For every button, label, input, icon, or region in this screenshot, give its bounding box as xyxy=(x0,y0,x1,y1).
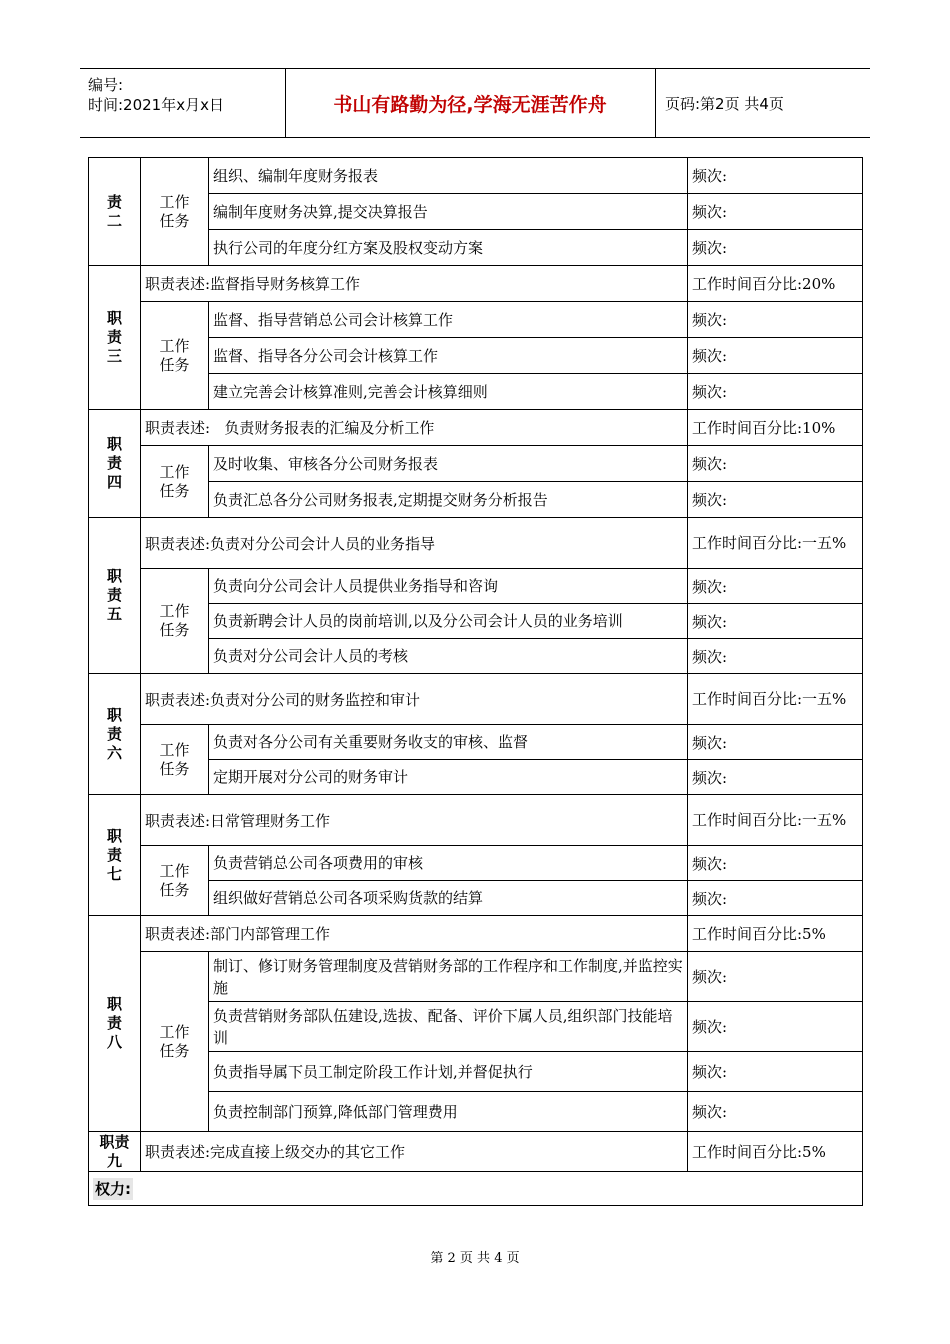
task-text: 建立完善会计核算准则,完善会计核算细则 xyxy=(209,374,688,410)
duty-description: 职责表述: 负责财务报表的汇编及分析工作 xyxy=(141,410,688,446)
tasks-label: 工作 任务 xyxy=(141,569,209,674)
task-frequency: 频次: xyxy=(688,881,863,916)
duties-table xyxy=(88,157,863,1206)
time-percentage: 工作时间百分比:一五% xyxy=(688,518,863,569)
table-row xyxy=(89,846,863,881)
duty-label: 职 责 七 xyxy=(89,795,141,916)
task-text: 执行公司的年度分红方案及股权变动方案 xyxy=(209,230,688,266)
table-row xyxy=(89,569,863,604)
page-footer: 第 2 页 共 4 页 xyxy=(430,1251,520,1266)
table-row xyxy=(89,158,863,194)
header-divider xyxy=(655,69,656,137)
table-row xyxy=(89,916,863,952)
task-frequency: 频次: xyxy=(688,760,863,795)
task-frequency: 频次: xyxy=(688,725,863,760)
task-text: 负责新聘会计人员的岗前培训,以及分公司会计人员的业务培训 xyxy=(209,604,688,639)
table-row xyxy=(89,1172,863,1206)
task-frequency: 频次: xyxy=(688,158,863,194)
task-text: 负责控制部门预算,降低部门管理费用 xyxy=(209,1092,688,1132)
page-header xyxy=(80,68,870,138)
tasks-label: 工作 任务 xyxy=(141,725,209,795)
duty-label: 责 二 xyxy=(89,158,141,266)
task-text: 及时收集、审核各分公司财务报表 xyxy=(209,446,688,482)
time-percentage: 工作时间百分比:一五% xyxy=(688,795,863,846)
table-row xyxy=(89,446,863,482)
task-frequency: 频次: xyxy=(688,446,863,482)
tasks-label: 工作 任务 xyxy=(141,446,209,518)
table-row xyxy=(89,266,863,302)
task-frequency: 频次: xyxy=(688,639,863,674)
task-text: 负责营销总公司各项费用的审核 xyxy=(209,846,688,881)
task-frequency: 频次: xyxy=(688,1002,863,1052)
task-text: 负责营销财务部队伍建设,选拔、配备、评价下属人员,组织部门技能培训 xyxy=(209,1002,688,1052)
tasks-label: 工作 任务 xyxy=(141,846,209,916)
task-text: 定期开展对分公司的财务审计 xyxy=(209,760,688,795)
task-text: 组织、编制年度财务报表 xyxy=(209,158,688,194)
task-text: 负责向分公司会计人员提供业务指导和咨询 xyxy=(209,569,688,604)
task-frequency: 频次: xyxy=(688,338,863,374)
task-text: 编制年度财务决算,提交决算报告 xyxy=(209,194,688,230)
table-row xyxy=(89,302,863,338)
header-page-number: 页码:第2页 共4页 xyxy=(665,94,784,113)
task-text: 负责对分公司会计人员的考核 xyxy=(209,639,688,674)
task-text: 负责汇总各分公司财务报表,定期提交财务分析报告 xyxy=(209,482,688,518)
duty-description: 职责表述:日常管理财务工作 xyxy=(141,795,688,846)
table-row xyxy=(89,674,863,725)
task-text: 组织做好营销总公司各项采购货款的结算 xyxy=(209,881,688,916)
duty-label: 职 责 四 xyxy=(89,410,141,518)
duty-description: 职责表述:监督指导财务核算工作 xyxy=(141,266,688,302)
table-row xyxy=(89,725,863,760)
duty-label: 职 责 五 xyxy=(89,518,141,674)
time-percentage: 工作时间百分比:5% xyxy=(688,916,863,952)
time-percentage: 工作时间百分比:一五% xyxy=(688,674,863,725)
tasks-label: 工作 任务 xyxy=(141,302,209,410)
time-percentage: 工作时间百分比:10% xyxy=(688,410,863,446)
task-frequency: 频次: xyxy=(688,374,863,410)
table-row xyxy=(89,518,863,569)
task-text: 监督、指导各分公司会计核算工作 xyxy=(209,338,688,374)
tasks-label: 工作 任务 xyxy=(141,158,209,266)
document-time: 时间:2021年x月x日 xyxy=(88,96,224,114)
time-percentage: 工作时间百分比:5% xyxy=(688,1132,863,1172)
duty-description: 职责表述:部门内部管理工作 xyxy=(141,916,688,952)
document-number: 编号: xyxy=(88,76,124,94)
task-frequency: 频次: xyxy=(688,846,863,881)
task-text: 监督、指导营销总公司会计核算工作 xyxy=(209,302,688,338)
duty-label: 职 责 六 xyxy=(89,674,141,795)
duty-label: 职责 九 xyxy=(89,1132,141,1172)
duty-label: 职 责 三 xyxy=(89,266,141,410)
task-frequency: 频次: xyxy=(688,1092,863,1132)
task-frequency: 频次: xyxy=(688,1052,863,1092)
task-frequency: 频次: xyxy=(688,482,863,518)
table-row xyxy=(89,1132,863,1172)
header-motto: 书山有路勤为径,学海无涯苦作舟 xyxy=(333,93,607,116)
table-row xyxy=(89,952,863,1002)
task-text: 负责对各分公司有关重要财务收支的审核、监督 xyxy=(209,725,688,760)
power-label: 权力: xyxy=(95,1180,131,1198)
duty-description: 职责表述:完成直接上级交办的其它工作 xyxy=(141,1132,688,1172)
duty-description: 职责表述:负责对分公司会计人员的业务指导 xyxy=(141,518,688,569)
table-row xyxy=(89,410,863,446)
tasks-label: 工作 任务 xyxy=(141,952,209,1132)
task-frequency: 频次: xyxy=(688,302,863,338)
task-text: 负责指导属下员工制定阶段工作计划,并督促执行 xyxy=(209,1052,688,1092)
duty-label: 职 责 八 xyxy=(89,916,141,1132)
task-frequency: 频次: xyxy=(688,604,863,639)
task-frequency: 频次: xyxy=(688,194,863,230)
header-meta xyxy=(88,75,224,115)
task-frequency: 频次: xyxy=(688,569,863,604)
task-frequency: 频次: xyxy=(688,230,863,266)
power-section xyxy=(89,1172,863,1206)
time-percentage: 工作时间百分比:20% xyxy=(688,266,863,302)
task-frequency: 频次: xyxy=(688,952,863,1002)
task-text: 制订、修订财务管理制度及营销财务部的工作程序和工作制度,并监控实施 xyxy=(209,952,688,1002)
duty-description: 职责表述:负责对分公司的财务监控和审计 xyxy=(141,674,688,725)
table-row xyxy=(89,795,863,846)
